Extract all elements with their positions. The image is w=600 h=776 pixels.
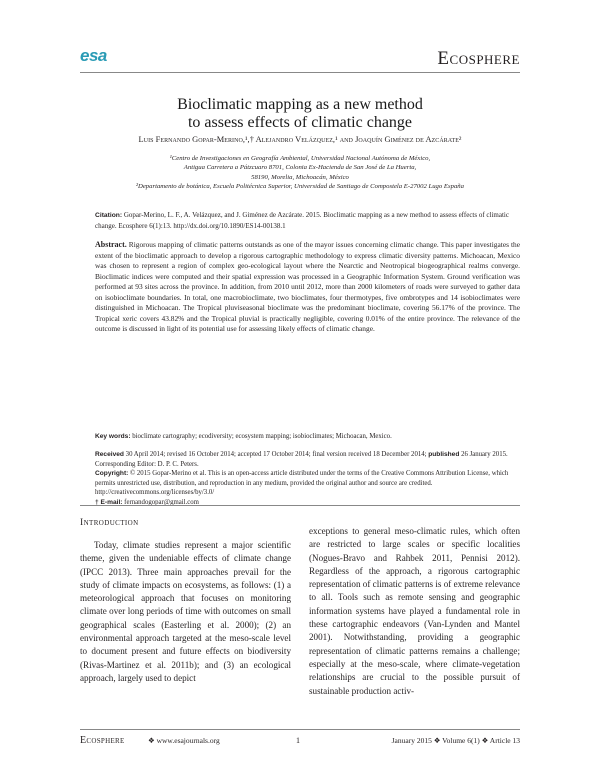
abstract-label: Abstract. — [95, 240, 127, 249]
keywords-label: Key words: — [95, 433, 131, 440]
citation-label: Citation: — [95, 212, 123, 219]
citation-text: Gopar-Merino, L. F., A. Velázquez, and J. Giménez de Azcárate. 2015. Bioclimatic mapping as a new method to assess effects of climatic change. Ecosphere 6(1):13. http://dx.doi.org/10.1890/ES14-00138.1 — [95, 211, 509, 230]
received-label: Received — [95, 451, 124, 458]
published-label: published — [428, 451, 460, 458]
email-label: † E-mail: — [95, 498, 123, 506]
title-line-1: Bioclimatic mapping as a new method — [177, 96, 423, 113]
title-line-2: to assess effects of climatic change — [187, 114, 413, 131]
citation — [95, 210, 520, 231]
page-number: 1 — [296, 736, 300, 745]
author-list: Luis Fernando Gopar-Merino,¹,† Alejandro Velázquez,¹ and Joaquín Giménez de Azcárate² — [138, 135, 462, 144]
section-title: Introduction — [80, 517, 139, 528]
copyright-label: Copyright: — [95, 470, 129, 478]
email-text: fernandogopar@gmail.com — [122, 498, 199, 506]
affiliation-line: ¹Centro de Investigaciones en Geografía Ambiental, Universidad Nacional Autónoma de México, — [169, 155, 431, 162]
footer-journal: Ecosphere — [80, 735, 125, 746]
article-history — [95, 450, 520, 508]
copyright-text: © 2015 Gopar-Merino et al. This is an open-access article distributed under the terms of the Creative Commons Attribution License, which permits unrestricted use, distribution, and reproduction in any medium, provided the original author and source are credited. http://creativecommons.org/licenses/by/3.0/ — [95, 470, 509, 497]
journal-name: Ecosphere — [437, 48, 520, 69]
affiliation-line: Antigua Carretera a Pátzcuaro 8701, Colonia Ex-Hacienda de San José de La Huerta, — [183, 164, 417, 172]
left-column-text: Today, climate studies represent a major scientific theme, given the undeniable effects of climate change (IPCC 2013). Three main approaches prevail for the study of climate impacts on ecosystems, as follows: (1) a meteorological approach that focuses on monitoring climate over long periods of time with outcomes on small geographical scales (Easterling et al. 2000); (2) an environmental approach targeted at the meso-scale level to document present and future effects on biodiversity (Rivas-Martinez et al. 2011b); and (3) an ecological approach, largely used to depict — [80, 540, 291, 683]
published-text: 26 January 2015. Corresponding Editor: D. P. C. Peters. — [95, 451, 508, 468]
footer-website: ❖ www.esajournals.org — [148, 736, 220, 745]
footer-issue: January 2015 ❖ Volume 6(1) ❖ Article 13 — [391, 736, 520, 745]
affiliation-line: 58190, Morelia, Michoacán, México — [251, 173, 349, 181]
section-rule — [80, 505, 520, 506]
abstract — [95, 240, 520, 335]
abstract-text: Rigorous mapping of climatic patterns outstands as one of the mayor issues concerning climatic change. This paper investigates the extent of the bioclimatic approach to develop a rigorous cartographic methodology to express climatic diversity patterns. Michoacan, Mexico was chosen to represent a region of complex geo-ecological layout where the Nearctic and Neotropical biogeographical realms converge. Bioclimatic indices were computed and their spatial expression was processed in a Geographic Information System. Ground verification was performed at 93 sites across the province. In addition, from 2010 until 2012, more than 2000 kilometers of roads were surveyed to gather data on isobioclimate boundaries. In total, one macrobioclimate, two bioclimates, four thermotypes, five ombrotypes and 14 isobioclimates were distinguished in Michoacan. The Tropical pluviseasonal bioclimate was the predominant bioclimate, covering 56.17% of the province. The Tropical xeric covers 43.82% and the Tropical pluvial is practically negligible, covering 0.01% of the entire province. The relevance of the outcome is discussed in light of its potential use for assessing likely effects of climatic change. — [95, 240, 520, 333]
article-title — [80, 96, 520, 132]
footer-rule — [80, 729, 520, 730]
affiliations — [80, 154, 520, 192]
received-text: 30 April 2014; revised 16 October 2014; accepted 17 October 2014; final version received 18 December 2014; — [123, 451, 429, 458]
keywords-text: bioclimate cartography; ecodiversity; ecosystem mapping; isobioclimates; Michoacan, Mexico. — [130, 433, 392, 440]
keywords — [95, 432, 520, 442]
header-rule — [80, 72, 520, 73]
right-column-text: exceptions to general meso-climatic rules, which often are restricted to large scales or specific localities (Nogues-Bravo and Rahbek 2011, Pennisi 2012). Regardless of the approach, a rigorous cartographic representation of climatic patterns is of extreme relevance to all. Tools such as remote sensing and geographic information systems have played a fundamental role in these cartographic endeavors (Van-Lynden and Mantel 2001). Notwithstanding, providing a geographic representation of climatic patterns remains a challenge; especially at the meso-scale, where climate-vegetation relationships are crucial to the possible pursuit of sustainable production activ- — [309, 526, 520, 696]
affiliation-line: ²Departamento de botánica, Escuela Politécnica Superior, Universidad de Santiago de Compostela E-27002 Lugo España — [136, 183, 464, 191]
esa-logo: esa — [80, 46, 107, 65]
